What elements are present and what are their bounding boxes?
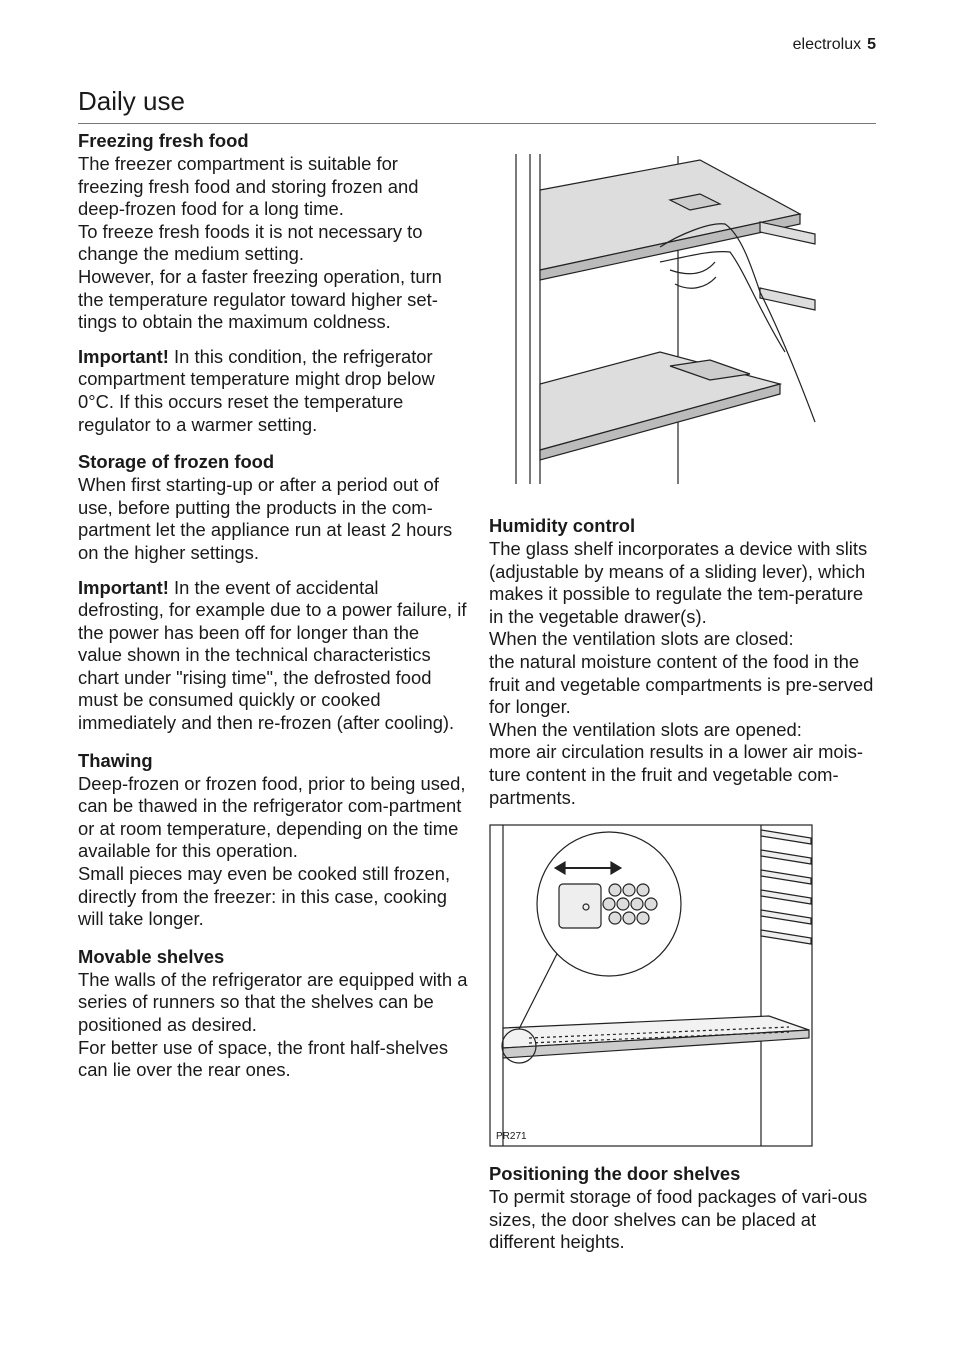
heading-storage: Storage of frozen food bbox=[78, 451, 275, 473]
figure-code: PR271 bbox=[496, 1131, 527, 1142]
humidity-p5: more air circulation results in a lower air mois-ture content in the fruit and vegetable com-partments. bbox=[489, 741, 864, 808]
freezing-p1: The freezer compartment is suitable for freezing fresh food and storing frozen and deep-frozen food for a long time. bbox=[78, 153, 419, 220]
important-label: Important! bbox=[78, 345, 169, 367]
freezing-important bbox=[78, 346, 468, 436]
heading-door: Positioning the door shelves bbox=[489, 1163, 741, 1184]
page-number: 5 bbox=[867, 36, 876, 53]
humidity-p2: When the ventilation slots are closed: bbox=[489, 628, 794, 650]
brand-name: electrolux bbox=[792, 36, 862, 53]
title-rule bbox=[78, 123, 876, 124]
shelves-p2: For better use of space, the front half-shelves can lie over the rear ones. bbox=[78, 1036, 449, 1081]
important-text: In the event of accidental defrosting, for example due to a power failure, if the power has been off for longer than the value shown in the technical characteristics chart under "rising time", the defrosted food must be consumed quickly or cooked immediately and then re-frozen (after cooling). bbox=[78, 576, 467, 734]
humidity-p1: The glass shelf incorporates a device with slits (adjustable by means of a sliding lever), which makes it possible to regulate the tem-perature in the vegetable drawer(s). bbox=[489, 538, 868, 627]
heading-humidity: Humidity control bbox=[489, 515, 636, 536]
left-column bbox=[78, 127, 468, 1082]
right-column bbox=[489, 512, 881, 809]
shelves-p1: The walls of the refrigerator are equipped with a series of runners so that the shelves can be positioned as desired. bbox=[78, 968, 468, 1035]
thawing-p2: Small pieces may even be cooked still frozen, directly from the freezer: in this case, cooking will take longer. bbox=[78, 863, 451, 930]
shelf-illustration bbox=[510, 152, 830, 488]
humidity-p4: When the ventilation slots are opened: bbox=[489, 718, 802, 740]
freezing-p2: To freeze fresh foods it is not necessary to change the medium setting. bbox=[78, 220, 423, 265]
page-header bbox=[793, 36, 876, 54]
storage-p1: When first starting-up or after a period out of use, before putting the products in the com-partment let the appliance run at least 2 hours on the higher settings. bbox=[78, 474, 453, 563]
heading-thawing: Thawing bbox=[78, 749, 153, 771]
heading-shelves: Movable shelves bbox=[78, 945, 225, 967]
freezing-p3: However, for a faster freezing operation, turn the temperature regulator toward higher set-tings to obtain the maximum coldness. bbox=[78, 265, 442, 333]
important-label: Important! bbox=[78, 576, 169, 598]
humidity-p3: the natural moisture content of the food in the fruit and vegetable compartments is pre-served for longer. bbox=[489, 650, 874, 718]
storage-important bbox=[78, 577, 468, 735]
door-p1: To permit storage of food packages of vari-ous sizes, the door shelves can be placed at different heights. bbox=[489, 1186, 868, 1253]
humidity-control-illustration bbox=[489, 824, 813, 1147]
door-shelves-section bbox=[489, 1162, 881, 1254]
thawing-p1: Deep-frozen or frozen food, prior to being used, can be thawed in the refrigerator com-partment or at room temperature, depending on the time available for this operation. bbox=[78, 772, 466, 862]
page-title: Daily use bbox=[78, 86, 185, 116]
important-text: In this condition, the refrigerator compartment temperature might drop below 0°C. If this occurs reset the temperature regulator to a warmer setting. bbox=[78, 345, 435, 435]
heading-freezing: Freezing fresh food bbox=[78, 130, 249, 151]
